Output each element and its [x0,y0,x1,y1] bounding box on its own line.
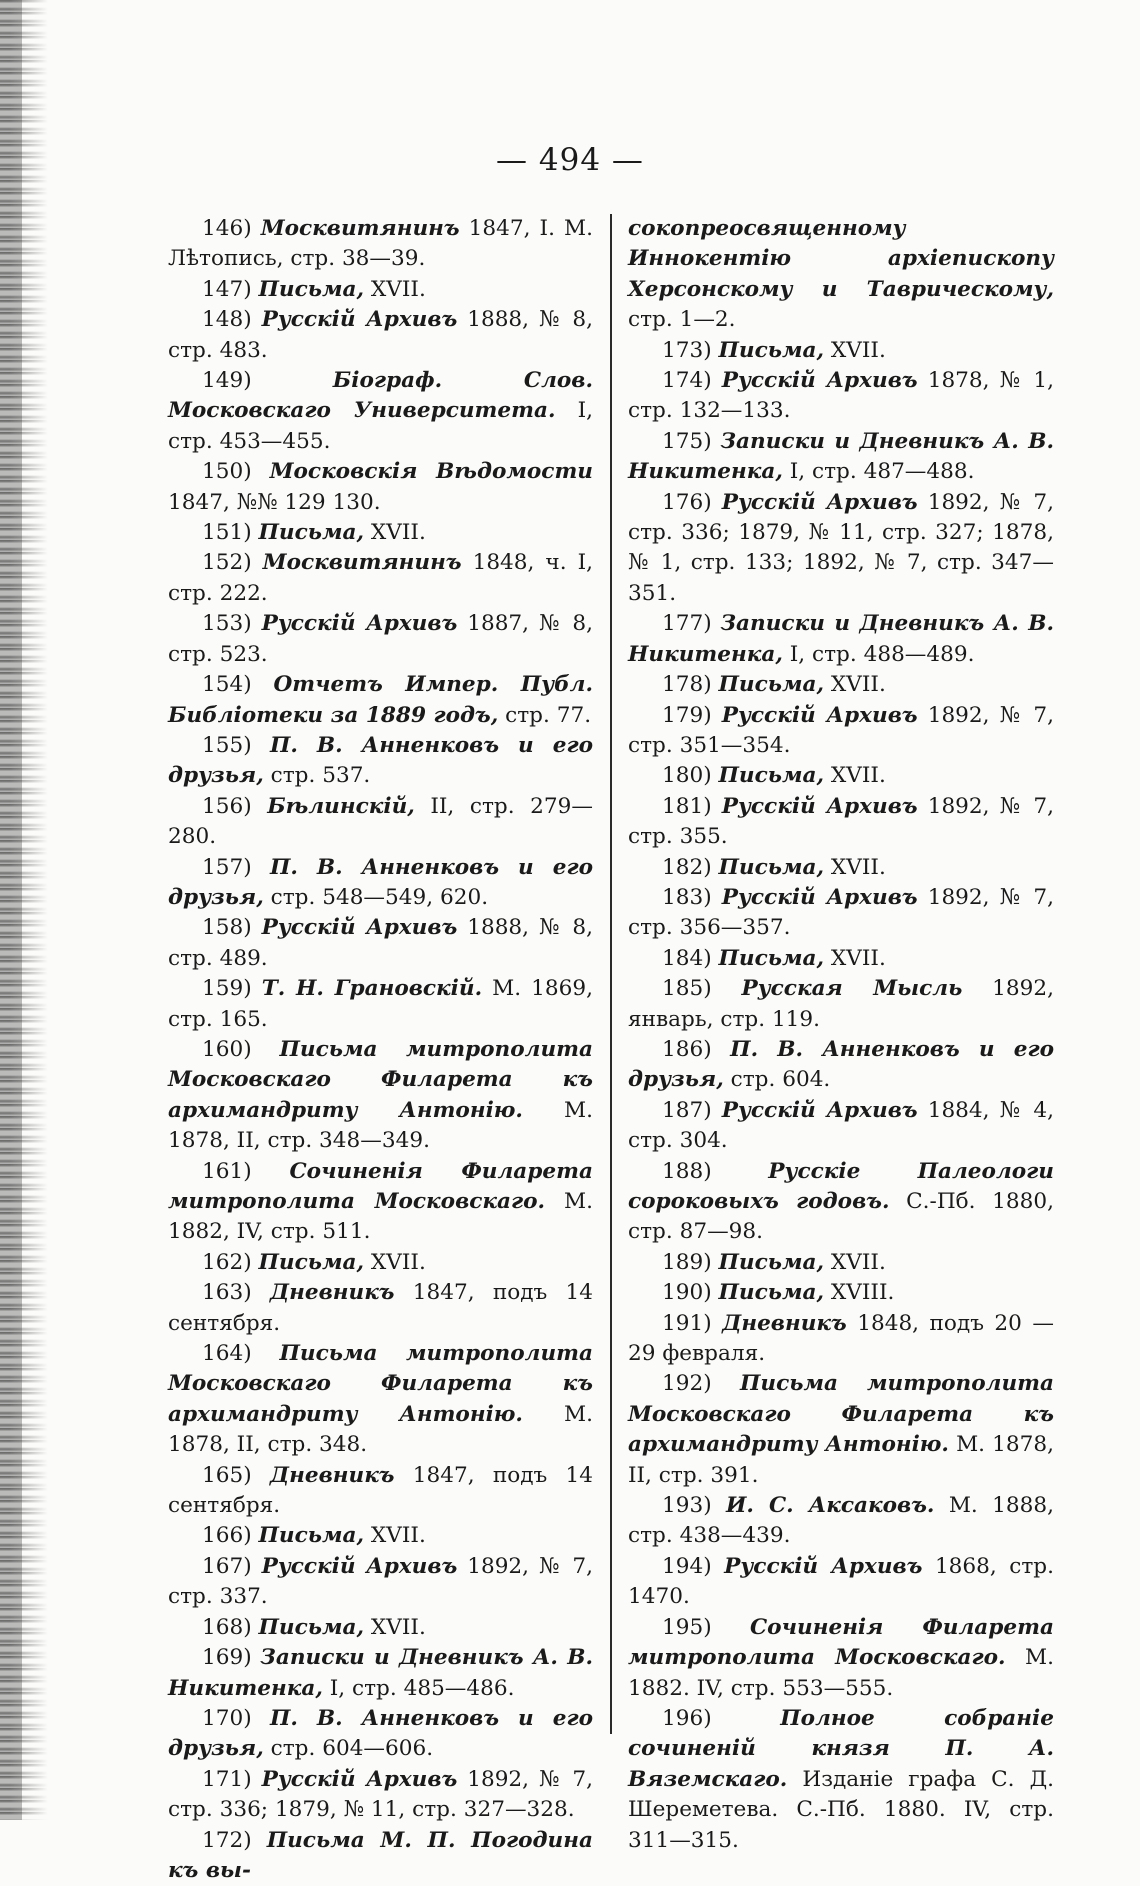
footnote-text: М. 1869, стр. 165. [168,976,593,1032]
footnote-title: Записки и Дневникъ А. В. Никитенка, [628,611,1054,667]
footnote-title: Письма, [718,672,825,698]
footnote-text: XVII. [364,1614,426,1640]
footnote-number: 159) [202,976,252,1002]
footnote-number: 167) [202,1553,252,1579]
footnote-entry [628,1096,1054,1157]
footnote-entry [168,1826,593,1886]
footnote-text: 1892, № 7, стр. 336; 1879, № 11, стр. 327—328. [168,1766,593,1823]
footnote-title: Русскій Архивъ [721,793,918,819]
footnote-title: Письма митрополита Московскаго Филарета къ архимандриту Антонію. [628,1371,1054,1458]
footnote-number: 166) [202,1523,252,1549]
footnote-text: 1892, № 7, стр. 355. [628,793,1054,850]
footnote-number: 149) [202,368,252,394]
footnote-title: И. С. Аксаковъ. [726,1493,935,1519]
footnote-title: Письма, [258,520,365,546]
footnote-entry [168,1035,593,1157]
footnote-entry [168,792,593,853]
footnote-title: П. В. Анненковъ и его друзья, [168,854,593,910]
footnote-title: П. В. Анненковъ и его друзья, [168,732,593,789]
footnote-title: Записки и Дневникъ А. В. Никитенка, [168,1645,593,1701]
footnote-entry [628,1278,1054,1308]
footnote-text: I, стр. 453—455. [168,398,594,454]
footnote-entry [628,1613,1054,1704]
footnote-entry [628,427,1054,488]
footnote-number: 162) [202,1249,252,1275]
footnote-text: стр. 537. [263,763,371,789]
footnote-number: 185) [662,976,712,1002]
footnote-entry [628,1035,1054,1096]
footnote-number: 160) [202,1036,252,1062]
footnote-number: 187) [662,1097,712,1123]
right-column [628,214,1054,1856]
footnote-entry [628,1704,1054,1856]
left-column [168,214,593,1886]
footnote-text: 1848, ч. I, стр. 222. [168,550,593,606]
footnote-entry [628,944,1054,974]
footnote-entry [168,305,593,366]
footnote-title: Сочиненія Филарета митрополита Московскаго. [628,1614,1054,1671]
footnote-entry [628,761,1054,791]
footnote-number: 169) [202,1645,252,1671]
right-column-lead [628,214,1054,336]
footnote-entry [168,1552,593,1613]
footnote-entry [168,731,593,792]
footnote-number: 163) [202,1280,252,1306]
footnote-number: 168) [202,1614,252,1640]
footnote-number: 194) [662,1553,712,1579]
footnote-text: XVII. [824,337,886,363]
footnote-number: 193) [662,1493,712,1519]
footnote-title: Дневникъ [722,1310,847,1336]
footnote-number: 189) [662,1249,712,1275]
footnote-title: Письма митрополита Московскаго Филарета къ архимандриту Антонію. [168,1341,593,1427]
footnote-title: Письма, [258,276,365,302]
footnote-number: 147) [202,276,252,302]
footnote-title: Русская Мысль [741,976,963,1002]
footnote-text: стр. 604—606. [263,1736,434,1762]
footnote-text: 1847, подъ 14 сентября. [168,1280,593,1336]
footnote-title: Письма, [718,1249,825,1275]
footnote-title: Москвитянинъ [262,550,462,576]
footnote-number: 180) [662,763,712,789]
footnote-text: 1892, № 7, стр. 356—357. [628,884,1054,941]
footnote-entry [628,1157,1054,1248]
footnote-entry [628,974,1054,1035]
footnote-title: Русскій Архивъ [721,368,918,394]
footnote-entry [628,1369,1054,1491]
footnote-text: XVII. [364,1249,426,1275]
footnote-text: XVIII. [824,1280,895,1306]
footnote-number: 196) [662,1705,712,1731]
footnote-entry [628,1309,1054,1370]
footnote-text: 1868, стр. 1470. [628,1553,1054,1610]
footnote-title: Письма, [258,1523,365,1549]
footnote-entry [628,883,1054,944]
lead-title: сокопреосвященному Иннокентію архіепископу Херсонскому и Таврическому, [628,216,1054,302]
footnote-title: Полное собраніе сочиненій князя П. А. Вяземскаго. [628,1705,1054,1792]
footnote-number: 165) [202,1462,252,1488]
footnote-text: 1887, № 8, стр. 523. [168,611,593,667]
footnote-entry [168,1339,593,1461]
footnote-entry [628,792,1054,853]
footnote-number: 182) [662,854,712,880]
footnote-entry [168,1461,593,1522]
footnote-title: Русскій Архивъ [261,915,458,941]
footnote-number: 181) [662,793,712,819]
footnote-entry [628,1552,1054,1613]
footnote-number: 155) [202,732,252,758]
footnote-text: М. 1888, стр. 438—439. [628,1493,1054,1549]
footnote-title: Русскій Архивъ [721,489,918,515]
footnote-text: I, стр. 485—486. [322,1675,515,1701]
footnote-text: 1892, № 7, стр. 351—354. [628,702,1054,758]
footnote-number: 170) [202,1705,252,1731]
footnote-title: Русскій Архивъ [721,884,918,910]
footnote-title: Русскій Архивъ [721,702,918,728]
footnote-title: Біограф. Слов. Московскаго Университета. [168,368,593,424]
footnote-entry [168,1613,593,1643]
footnote-text: 1884, № 4, стр. 304. [628,1097,1054,1154]
footnote-title: Русскіе Палеологи сороковыхъ годовъ. [628,1158,1054,1214]
footnote-number: 192) [662,1371,712,1397]
footnote-text: 1847, I. М. Лѣтопись, стр. 38—39. [168,216,593,272]
footnote-number: 183) [662,884,712,910]
footnote-number: 190) [662,1280,712,1306]
footnote-text: стр. 77. [498,702,592,728]
footnote-title: Русскій Архивъ [724,1553,923,1579]
footnote-entry [628,488,1054,610]
footnote-number: 172) [202,1827,252,1853]
footnote-entry [168,1704,593,1765]
footnote-number: 153) [202,611,252,637]
footnote-number: 186) [662,1036,712,1062]
footnote-entry [168,670,593,731]
footnote-text: XVII. [364,276,426,302]
footnote-number: 179) [662,702,712,728]
footnote-title: Письма, [718,945,825,971]
footnote-text: М. 1878, II, стр. 348. [168,1401,593,1458]
footnote-number: 156) [202,793,252,819]
footnote-entry [628,366,1054,427]
footnote-number: 146) [202,216,252,241]
footnote-text: 1892, № 7, стр. 336; 1879, № 11, стр. 327; 1878, № 1, стр. 133; 1892, № 7, стр. 347—351. [628,489,1054,606]
footnote-title: Письма, [258,1614,365,1640]
footnote-text: XVII. [824,763,886,789]
footnote-title: Записки и Дневникъ А. В. Никитенка, [628,428,1054,485]
footnote-entry [168,1765,593,1826]
footnote-text: М. 1882, IV, стр. 511. [168,1189,593,1245]
footnote-title: Сочиненія Филарета митрополита Московскаго. [168,1158,593,1214]
footnote-number: 171) [202,1766,252,1792]
footnote-text: 1888, № 8, стр. 483. [168,307,593,363]
footnote-number: 176) [662,489,712,515]
footnote-title: П. В. Анненковъ и его друзья, [628,1036,1054,1093]
footnote-number: 175) [662,428,712,454]
footnote-number: 152) [202,550,252,576]
footnote-number: 184) [662,945,712,971]
footnote-entry [168,853,593,914]
footnote-number: 191) [662,1310,712,1336]
footnote-number: 161) [202,1158,252,1184]
footnote-title: Бѣлинскій, [267,793,415,819]
footnote-entry [168,1643,593,1704]
footnote-entry [168,366,593,457]
footnote-text: 1888, № 8, стр. 489. [168,915,593,971]
footnote-number: 195) [662,1614,712,1640]
footnote-title: П. В. Анненковъ и его друзья, [168,1705,593,1762]
scan-edge-noise [0,0,48,1820]
footnote-text: 1878, № 1, стр. 132—133. [628,368,1054,424]
footnote-entry [628,609,1054,670]
footnote-entry [628,336,1054,366]
footnote-title: Отчетъ Импер. Публ. Библіотеки за 1889 годъ, [168,672,593,728]
footnote-title: Письма, [718,854,825,880]
footnote-number: 188) [662,1158,712,1184]
footnote-text: 1892, январь, стр. 119. [628,976,1054,1032]
footnote-number: 154) [202,672,252,698]
footnote-title: Письма, [718,337,825,363]
footnote-entry [168,518,593,548]
footnote-title: Дневникъ [269,1462,395,1488]
footnote-text: М. 1882. IV, стр. 553—555. [628,1645,1054,1701]
footnote-title: Русскій Архивъ [261,611,458,637]
footnote-title: Письма, [718,763,825,789]
footnote-text: С.-Пб. 1880, стр. 87—98. [628,1189,1054,1245]
footnote-text: XVII. [824,672,886,698]
footnote-title: Т. Н. Грановскій. [261,976,483,1002]
footnote-text: I, стр. 488—489. [782,641,975,667]
page-number: — 494 — [496,142,644,178]
footnote-entry [168,913,593,974]
footnote-text: 1892, № 7, стр. 337. [168,1553,593,1610]
footnote-text: XVII. [364,520,426,546]
footnote-number: 150) [202,459,252,485]
footnote-entry [168,974,593,1035]
footnote-number: 157) [202,854,252,880]
footnote-title: Русскій Архивъ [721,1097,918,1123]
footnote-text: 1848, подъ 20 — 29 февраля. [628,1310,1054,1367]
footnote-text: II, стр. 279—280. [168,793,593,850]
footnote-number: 178) [662,672,712,698]
footnote-entry [628,1491,1054,1552]
footnote-entry [628,1248,1054,1278]
footnote-title: Московскія Вѣдомости [269,459,593,485]
footnote-entry [168,275,593,305]
footnote-number: 177) [662,611,712,637]
footnote-entry [168,457,593,518]
footnote-title: Русскій Архивъ [261,1553,458,1579]
footnote-text: стр. 548—549, 620. [263,884,489,910]
footnote-number: 174) [662,368,712,394]
footnote-number: 148) [202,307,252,333]
column-divider [610,214,612,1734]
footnote-entry [168,1157,593,1248]
footnote-text: XVII. [824,854,886,880]
footnote-entry [628,670,1054,700]
footnote-text: стр. 604. [723,1067,831,1093]
footnote-text: XVII. [364,1523,426,1549]
footnote-title: Дневникъ [269,1280,395,1306]
footnote-number: 158) [202,915,252,941]
footnote-number: 173) [662,337,712,363]
footnote-entry [168,609,593,670]
footnote-text: XVII. [824,945,886,971]
footnote-text: 1847, подъ 14 сентября. [168,1462,593,1519]
footnote-text: М. 1878, II, стр. 391. [628,1432,1054,1488]
footnote-number: 164) [202,1341,252,1367]
footnote-entry [628,701,1054,762]
footnote-title: Русскій Архивъ [261,1766,458,1792]
footnote-number: 151) [202,520,252,546]
footnote-title: Москвитянинъ [260,216,460,241]
footnote-entry [168,1521,593,1551]
footnote-title: Письма М. П. Погодина къ вы- [168,1827,593,1883]
footnote-text: Изданіе графа С. Д. Шереметева. С.-Пб. 1880. IV, стр. 311—315. [628,1766,1054,1853]
lead-text: стр. 1—2. [628,307,736,333]
footnote-title: Письма митрополита Московскаго Филарета къ архимандриту Антонію. [168,1036,593,1123]
footnote-title: Письма, [718,1280,825,1306]
footnote-text: XVII. [824,1249,886,1275]
footnote-title: Русскій Архивъ [261,307,458,333]
footnote-entry [168,1278,593,1339]
footnote-text: М. 1878, II, стр. 348—349. [168,1097,593,1154]
footnote-title: Письма, [258,1249,365,1275]
footnote-entry [168,214,593,275]
footnote-entry [168,1248,593,1278]
footnote-entry [168,548,593,609]
footnote-text: 1847, №№ 129 130. [168,489,381,515]
footnote-entry [628,853,1054,883]
footnote-text: I, стр. 487—488. [782,459,975,485]
